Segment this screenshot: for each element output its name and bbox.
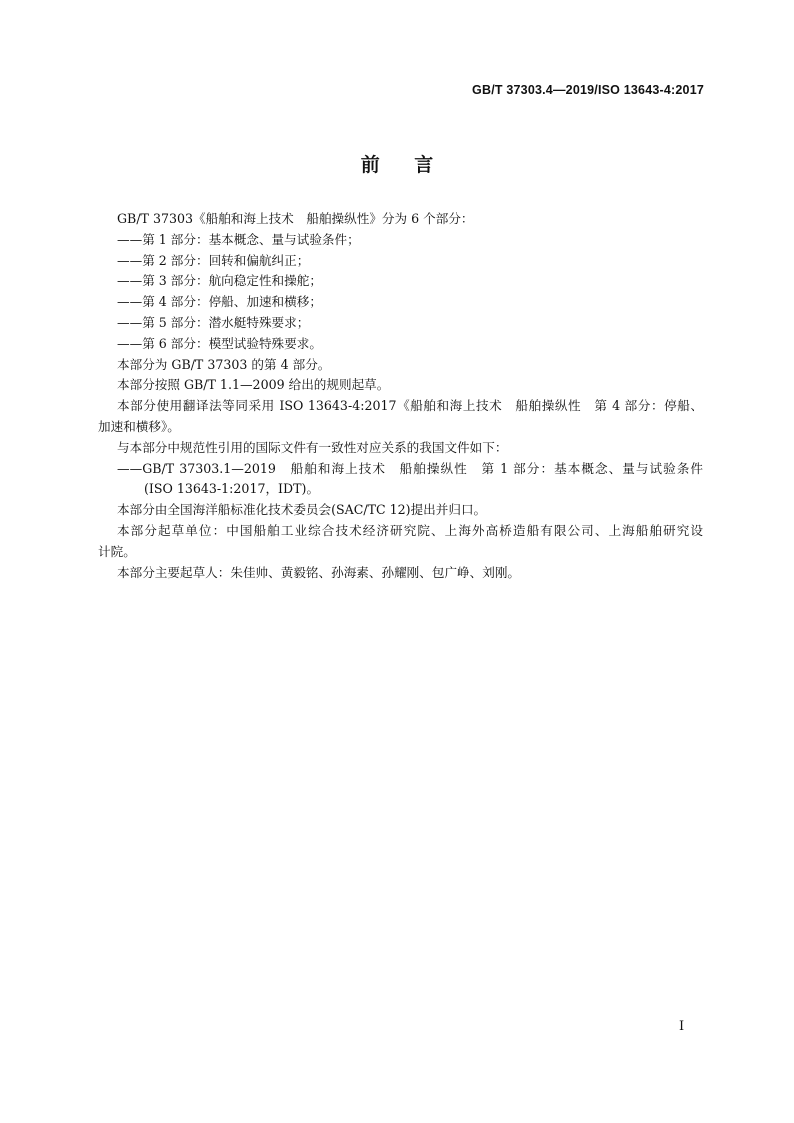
document-header: GB/T 37303.4—2019/ISO 13643-4:2017 [472,83,704,97]
list-item: ——第 1 部分：基本概念、量与试验条件； [117,231,360,247]
reference-item: ——GB/T 37303.1—2019 船舶和海上技术 船舶操纵性 第 1 部分：基本概念、量与试验条件 [117,460,703,476]
page-number: I [679,1019,685,1034]
paragraph-continuation: 加速和横移》。 [98,418,180,434]
paragraph: 本部分起草单位：中国船舶工业综合技术经济研究院、上海外高桥造船有限公司、上海船舶研究设 [117,522,703,538]
paragraph: 本部分为 GB/T 37303 的第 4 部分。 [117,356,331,372]
list-item: ——第 5 部分：潜水艇特殊要求； [117,314,310,330]
paragraph: GB/T 37303《船舶和海上技术 船舶操纵性》分为 6 个部分： [117,211,474,226]
paragraph: 本部分主要起草人：朱佳帅、黄毅铭、孙海素、孙耀刚、包广峥、刘刚。 [117,564,520,580]
foreword-body [98,209,703,583]
list-item: ——第 6 部分：模型试验特殊要求。 [117,335,322,351]
page-title: 前 言 [360,154,434,176]
list-item: ——第 3 部分：航向稳定性和操舵； [117,273,322,289]
list-item: ——第 4 部分：停船、加速和横移； [117,294,322,310]
paragraph: 本部分由全国海洋船标准化技术委员会(SAC/TC 12)提出并归口。 [117,502,487,518]
paragraph: 与本部分中规范性引用的国际文件有一致性对应关系的我国文件如下： [117,439,508,455]
paragraph: 本部分使用翻译法等同采用 ISO 13643-4:2017《船舶和海上技术 船舶操纵性 第 4 部分：停船、 [117,398,703,414]
paragraph-continuation: 计院。 [98,543,136,559]
paragraph: 本部分按照 GB/T 1.1—2009 给出的规则起草。 [117,377,390,393]
reference-item-continuation: (ISO 13643-1:2017，IDT)。 [144,481,320,497]
list-item: ——第 2 部分：回转和偏航纠正； [117,252,310,268]
